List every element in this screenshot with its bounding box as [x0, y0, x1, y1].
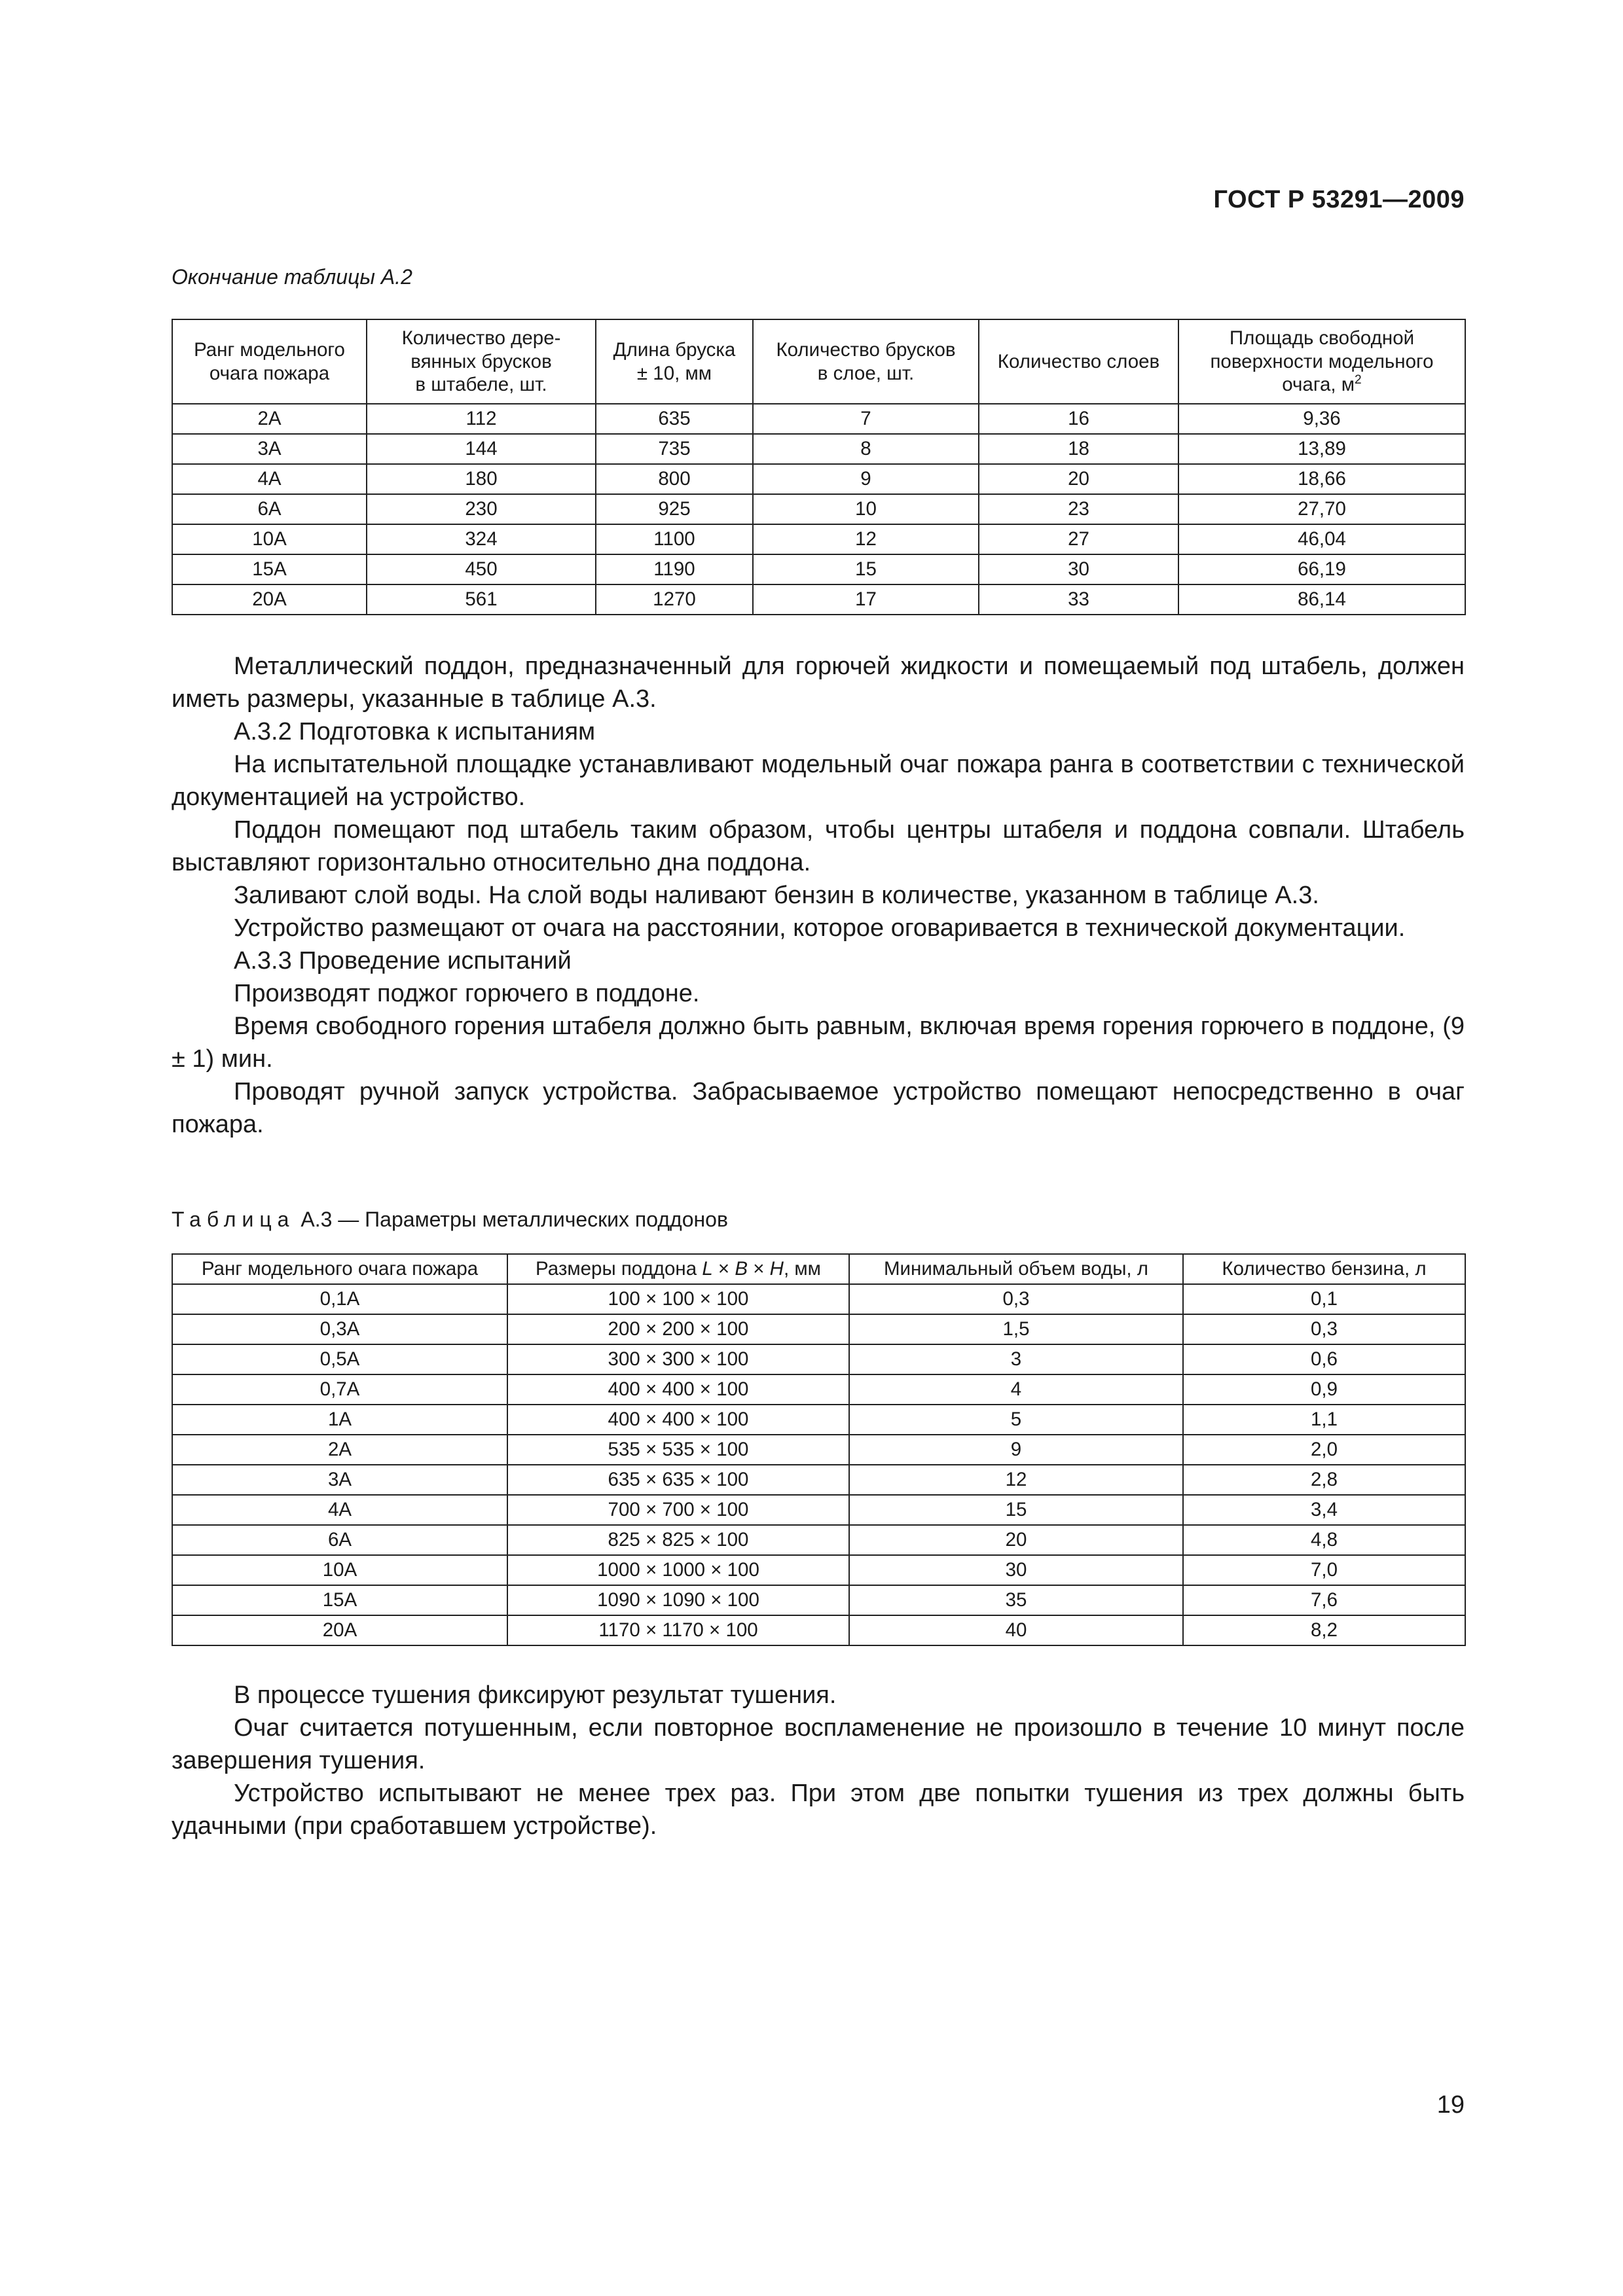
table-cell: 30 — [849, 1555, 1183, 1585]
table-row — [172, 1585, 1465, 1615]
table-row — [172, 1284, 1465, 1314]
table-cell: 561 — [367, 584, 596, 615]
table-cell: 23 — [979, 494, 1178, 524]
table-a3-caption — [172, 1208, 728, 1232]
paragraph: Очаг считается потушенным, если повторное воспламенение не произошло в течение 10 минут после завершения тушения. — [172, 1714, 1465, 1774]
table-cell: 2А — [172, 404, 367, 434]
table-cell: 735 — [596, 434, 753, 464]
table-cell: 9 — [849, 1435, 1183, 1465]
table-cell: 100 × 100 × 100 — [507, 1284, 849, 1314]
paragraph: Время свободного горения штабеля должно быть равным, включая время горения горючего в поддоне, (9 ± 1) мин. — [172, 1013, 1465, 1073]
table-cell: 1170 × 1170 × 100 — [507, 1615, 849, 1645]
table-cell: 0,3А — [172, 1314, 507, 1344]
table-row — [172, 1555, 1465, 1585]
table-cell: 0,6 — [1183, 1344, 1465, 1374]
paragraph: А.3.3 Проведение испытаний — [234, 947, 572, 975]
table-cell: 800 — [596, 464, 753, 494]
table-cell: 17 — [753, 584, 979, 615]
column-header: Количество слоев — [979, 319, 1178, 404]
table-cell: 200 × 200 × 100 — [507, 1314, 849, 1344]
paragraph: На испытательной площадке устанавливают модельный очаг пожара ранга в соответствии с технической документацией на устройство. — [172, 751, 1465, 811]
table-cell: 15А — [172, 554, 367, 584]
table-cell: 7,6 — [1183, 1585, 1465, 1615]
table-row — [172, 1435, 1465, 1465]
table-cell: 66,19 — [1178, 554, 1465, 584]
table-row — [172, 1465, 1465, 1495]
table-cell: 635 × 635 × 100 — [507, 1465, 849, 1495]
table-cell: 1270 — [596, 584, 753, 615]
table-cell: 535 × 535 × 100 — [507, 1435, 849, 1465]
table-cell: 180 — [367, 464, 596, 494]
column-header: Размеры поддона L × B × H, мм — [507, 1254, 849, 1284]
table-cell: 9,36 — [1178, 404, 1465, 434]
table-cell: 1А — [172, 1405, 507, 1435]
table-cell: 3 — [849, 1344, 1183, 1374]
paragraph: Металлический поддон, предназначенный для горючей жидкости и помещаемый под штабель, должен иметь размеры, указанные в таблице А.3. — [172, 653, 1465, 713]
table-cell: 1,5 — [849, 1314, 1183, 1344]
document-header: ГОСТ Р 53291—2009 — [1213, 186, 1465, 213]
table-cell: 46,04 — [1178, 524, 1465, 554]
table-cell: 112 — [367, 404, 596, 434]
paragraph: Производят поджог горючего в поддоне. — [234, 980, 700, 1007]
table-cell: 400 × 400 × 100 — [507, 1374, 849, 1405]
table-cell: 825 × 825 × 100 — [507, 1525, 849, 1555]
column-header: Ранг модельного очага пожара — [172, 319, 367, 404]
body-text-section-1 — [172, 650, 1465, 1141]
table-cell: 0,5А — [172, 1344, 507, 1374]
table-cell: 33 — [979, 584, 1178, 615]
table-cell: 16 — [979, 404, 1178, 434]
table-row — [172, 584, 1465, 615]
table-a2-body — [172, 404, 1465, 615]
table-row — [172, 1525, 1465, 1555]
table-cell: 2А — [172, 1435, 507, 1465]
column-header: Количество бензина, л — [1183, 1254, 1465, 1284]
table-a2 — [172, 319, 1466, 615]
table-a3-caption-title: А.3 — Параметры металлических поддонов — [301, 1208, 728, 1231]
table-row — [172, 1615, 1465, 1645]
table-cell: 13,89 — [1178, 434, 1465, 464]
table-cell: 20 — [849, 1525, 1183, 1555]
table-row — [172, 404, 1465, 434]
table-cell: 7,0 — [1183, 1555, 1465, 1585]
table-cell: 12 — [849, 1465, 1183, 1495]
paragraph: А.3.2 Подготовка к испытаниям — [234, 718, 596, 745]
body-text-section-2 — [172, 1679, 1465, 1842]
table-cell: 7 — [753, 404, 979, 434]
table-cell: 1100 — [596, 524, 753, 554]
paragraph: В процессе тушения фиксируют результат тушения. — [234, 1681, 837, 1709]
table-cell: 925 — [596, 494, 753, 524]
table-row — [172, 464, 1465, 494]
paragraph: Поддон помещают под штабель таким образом, чтобы центры штабеля и поддона совпали. Штабель выставляют горизонтально относительно дна поддона. — [172, 816, 1465, 876]
table-cell: 6А — [172, 494, 367, 524]
column-header: Минимальный объем воды, л — [849, 1254, 1183, 1284]
table-cell: 0,1 — [1183, 1284, 1465, 1314]
table-a3 — [172, 1253, 1466, 1646]
table-header-row — [172, 319, 1465, 404]
table-cell: 15А — [172, 1585, 507, 1615]
table-cell: 27,70 — [1178, 494, 1465, 524]
table-cell: 0,1А — [172, 1284, 507, 1314]
paragraph: Устройство испытывают не менее трех раз. При этом две попытки тушения из трех должны быть удачными (при сработавшем устройстве). — [172, 1780, 1465, 1840]
table-row — [172, 434, 1465, 464]
table-cell: 0,9 — [1183, 1374, 1465, 1405]
table-cell: 3А — [172, 1465, 507, 1495]
table-cell: 40 — [849, 1615, 1183, 1645]
paragraph: Устройство размещают от очага на расстоянии, которое оговаривается в технической документации. — [234, 914, 1406, 942]
table-row — [172, 1314, 1465, 1344]
table-cell: 3,4 — [1183, 1495, 1465, 1525]
table-cell: 1000 × 1000 × 100 — [507, 1555, 849, 1585]
table-cell: 15 — [849, 1495, 1183, 1525]
table-row — [172, 1495, 1465, 1525]
table-cell: 635 — [596, 404, 753, 434]
table-row — [172, 494, 1465, 524]
table-cell: 4,8 — [1183, 1525, 1465, 1555]
table-cell: 1090 × 1090 × 100 — [507, 1585, 849, 1615]
column-header: Площадь свободной поверхности модельного очага, $м^2$ — [1178, 319, 1465, 404]
table-cell: 20А — [172, 1615, 507, 1645]
table-cell: 2,0 — [1183, 1435, 1465, 1465]
table-cell: 230 — [367, 494, 596, 524]
table-a3-body — [172, 1284, 1465, 1645]
table-cell: 400 × 400 × 100 — [507, 1405, 849, 1435]
column-header: Ранг модельного очага пожара — [172, 1254, 507, 1284]
table-cell: 2,8 — [1183, 1465, 1465, 1495]
table-cell: 4А — [172, 464, 367, 494]
table-cell: 324 — [367, 524, 596, 554]
table-cell: 10А — [172, 524, 367, 554]
table-cell: 30 — [979, 554, 1178, 584]
table-header-row — [172, 1254, 1465, 1284]
table-cell: 10А — [172, 1555, 507, 1585]
table-cell: 8 — [753, 434, 979, 464]
table-row — [172, 554, 1465, 584]
table-cell: 35 — [849, 1585, 1183, 1615]
column-header: Количество брусков в слое, шт. — [753, 319, 979, 404]
table-cell: 8,2 — [1183, 1615, 1465, 1645]
table-cell: 0,3 — [849, 1284, 1183, 1314]
paragraph: Проводят ручной запуск устройства. Забрасываемое устройство помещают непосредственно в очаг пожара. — [172, 1078, 1465, 1138]
table-row — [172, 1374, 1465, 1405]
table-a3-caption-label: Таблица — [172, 1208, 295, 1231]
table-cell: 18,66 — [1178, 464, 1465, 494]
table-row — [172, 1344, 1465, 1374]
table-row — [172, 1405, 1465, 1435]
table-cell: 4 — [849, 1374, 1183, 1405]
table-cell: 5 — [849, 1405, 1183, 1435]
table-cell: 300 × 300 × 100 — [507, 1344, 849, 1374]
table-cell: 20 — [979, 464, 1178, 494]
column-header: Длина бруска ± 10, мм — [596, 319, 753, 404]
table-cell: 6А — [172, 1525, 507, 1555]
paragraph: Заливают слой воды. На слой воды наливают бензин в количестве, указанном в таблице А.3. — [234, 882, 1319, 909]
column-header: Количество дере- вянных брусков в штабеле, шт. — [367, 319, 596, 404]
page-number: 19 — [1436, 2091, 1465, 2119]
table-row — [172, 524, 1465, 554]
table-cell: 700 × 700 × 100 — [507, 1495, 849, 1525]
table-a2-caption: Окончание таблицы А.2 — [172, 265, 412, 289]
table-cell: 10 — [753, 494, 979, 524]
table-cell: 12 — [753, 524, 979, 554]
table-cell: 1190 — [596, 554, 753, 584]
table-cell: 0,7А — [172, 1374, 507, 1405]
table-cell: 86,14 — [1178, 584, 1465, 615]
table-cell: 4А — [172, 1495, 507, 1525]
table-cell: 15 — [753, 554, 979, 584]
table-cell: 20А — [172, 584, 367, 615]
table-cell: 18 — [979, 434, 1178, 464]
table-cell: 9 — [753, 464, 979, 494]
table-cell: 27 — [979, 524, 1178, 554]
table-cell: 450 — [367, 554, 596, 584]
table-cell: 144 — [367, 434, 596, 464]
table-cell: 0,3 — [1183, 1314, 1465, 1344]
table-cell: 3А — [172, 434, 367, 464]
table-cell: 1,1 — [1183, 1405, 1465, 1435]
